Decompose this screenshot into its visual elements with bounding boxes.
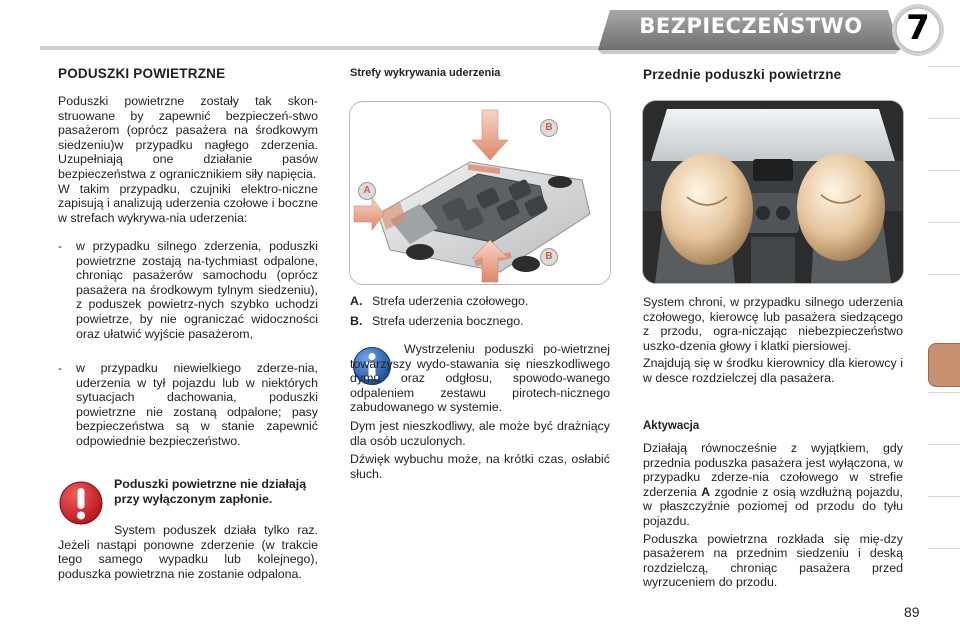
activation-paragraph xyxy=(643,441,903,529)
side-tab-7[interactable] xyxy=(928,392,960,445)
bullet-item-minor-crash xyxy=(58,361,318,449)
legend-text: Strefa uderzenia czołowego. xyxy=(372,294,529,308)
deployment-paragraph: Poduszka powietrzna rozkłada się mię-dzy pasażerem na przednim siedzeniu i deską rozdzielczą, chroniąc pasażera przed wyrzuceniem do przodu. xyxy=(643,531,903,590)
warning-title: Poduszki powietrzne nie działają przy wyłączonym zapłonie. xyxy=(114,477,307,506)
right-paragraph-1: System chroni, w przypadku silnego uderzenia czołowego, kierowcę lub pasażera siedzącego z przodu, ogra-niczając niebezpieczeństwo uszko-dzenia głowy i klatki piersiowej. xyxy=(643,295,903,353)
intro-paragraph: Poduszki powietrzne zostały tak skon-struowane by zapewnić bezpieczeń-stwo pasażerom (oprócz pasażera na środkowym siedzeniu)w przypadku nagłego zderzenia. Uzupełniają one działanie pasów bezpieczeństwa z ogranicznikiem siły napięcia. xyxy=(58,94,318,181)
bullet-item-strong-crash xyxy=(58,239,318,341)
impact-zones-diagram xyxy=(349,101,611,285)
legend-text: Strefa uderzenia bocznego. xyxy=(372,314,524,328)
legend-item-a xyxy=(350,294,528,308)
chapter-number: 7 xyxy=(906,8,930,48)
info-paragraph-3: Dźwięk wybuchu może, na krótki czas, osłabić słuch. xyxy=(350,452,610,481)
side-tab-4[interactable] xyxy=(928,222,960,275)
car-top-view-illustration xyxy=(350,102,610,284)
activation-zone-label: A xyxy=(701,484,711,499)
activation-text xyxy=(643,441,903,590)
left-intro-text xyxy=(58,94,318,225)
legend-key: B. xyxy=(350,314,363,328)
zone-marker-b-top: B xyxy=(540,119,558,137)
warning-exclamation-icon xyxy=(58,480,104,526)
cabin-airbags-illustration xyxy=(643,101,903,283)
bullet-text: w przypadku niewielkiego zderze-nia, uderzenia w tył pojazdu lub w niektórych sytuacjach dachowania, poduszki powietrzne nie zostaną odpalone; pasy bezpieczeństwa są w stanie zapewnić odpowiednie bezpieczeństwo. xyxy=(76,361,318,448)
activation-text-after: zgodnie z osią wzdłużną pojazdu, w płaszczyźnie poziomej od przodu do tyłu pojazdu. xyxy=(643,484,903,528)
side-tab-5[interactable] xyxy=(928,274,960,327)
side-tab-10[interactable] xyxy=(928,548,960,573)
warning-body: System poduszek działa tylko raz. Jeżeli nastąpi ponowne zderzenie (w trakcie tego samego wypadku lub kolejnego), poduszka powietrzna nie zostanie odpalona. xyxy=(58,523,318,581)
side-tab-active[interactable] xyxy=(928,343,960,387)
side-tab-9[interactable] xyxy=(928,496,960,549)
side-tab-1[interactable] xyxy=(928,66,960,119)
info-paragraph-1: Wystrzeleniu poduszki po-wietrznej towarzyszy wydo-stawania się nieszkodliwego dymu oraz odgłosu, spowodo-wanego odpaleniem zestawu pirotech-nicznego zabudowanego w systemie. xyxy=(350,342,610,415)
left-column-title: PODUSZKI POWIETRZNE xyxy=(58,66,226,81)
zone-marker-b-bottom: B xyxy=(540,248,558,266)
right-text-block xyxy=(643,295,903,386)
middle-column-title: Strefy wykrywania uderzenia xyxy=(350,67,501,79)
bullet-dash: - xyxy=(58,361,63,375)
side-tab-3[interactable] xyxy=(928,170,960,223)
info-text xyxy=(350,342,610,481)
bullet-dash: - xyxy=(58,239,63,253)
bullet-text: w przypadku silnego zderzenia, poduszki powietrzne zostają na-tychmiast odpalone, chroniąc pasażerów samochodu (oprócz pasażera na środkowym tylnym siedzeniu), z poduszek powietrz-nych szybko uchodzi powietrze, by nie ograniczać widoczności oraz ułatwić wyjście pasażerom, xyxy=(76,239,318,341)
page-header xyxy=(0,0,960,64)
side-tab-8[interactable] xyxy=(928,444,960,497)
section-title: BEZPIECZEŃSTWO xyxy=(639,14,863,38)
page-number: 89 xyxy=(904,604,920,620)
zone-marker-a: A xyxy=(358,182,376,200)
info-paragraph-2: Dym jest nieszkodliwy, ale może być drażniący dla osób uczulonych. xyxy=(350,418,610,448)
legend-item-b xyxy=(350,314,524,328)
legend-key: A. xyxy=(350,294,363,308)
right-paragraph-2: Znajdują się w środku kierownicy dla kierowcy i w desce rozdzielczej dla pasażera. xyxy=(643,356,903,385)
right-column-title: Przednie poduszki powietrzne xyxy=(643,67,842,82)
side-tab-2[interactable] xyxy=(928,118,960,171)
activation-text-before: Działają równocześnie z wyjątkiem, gdy przednia poduszka pasażera jest wyłączona, w przypadku zderze-nia czołowego w strefie zderzenia xyxy=(643,441,903,499)
activation-heading: Aktywacja xyxy=(643,420,700,432)
front-airbags-photo xyxy=(642,100,904,284)
sensors-paragraph: W takim przypadku, czujniki elektro-niczne zapisują i analizują uderzenia czołowe i boczne w strefach wykrywa-nia uderzenia: xyxy=(58,181,318,225)
